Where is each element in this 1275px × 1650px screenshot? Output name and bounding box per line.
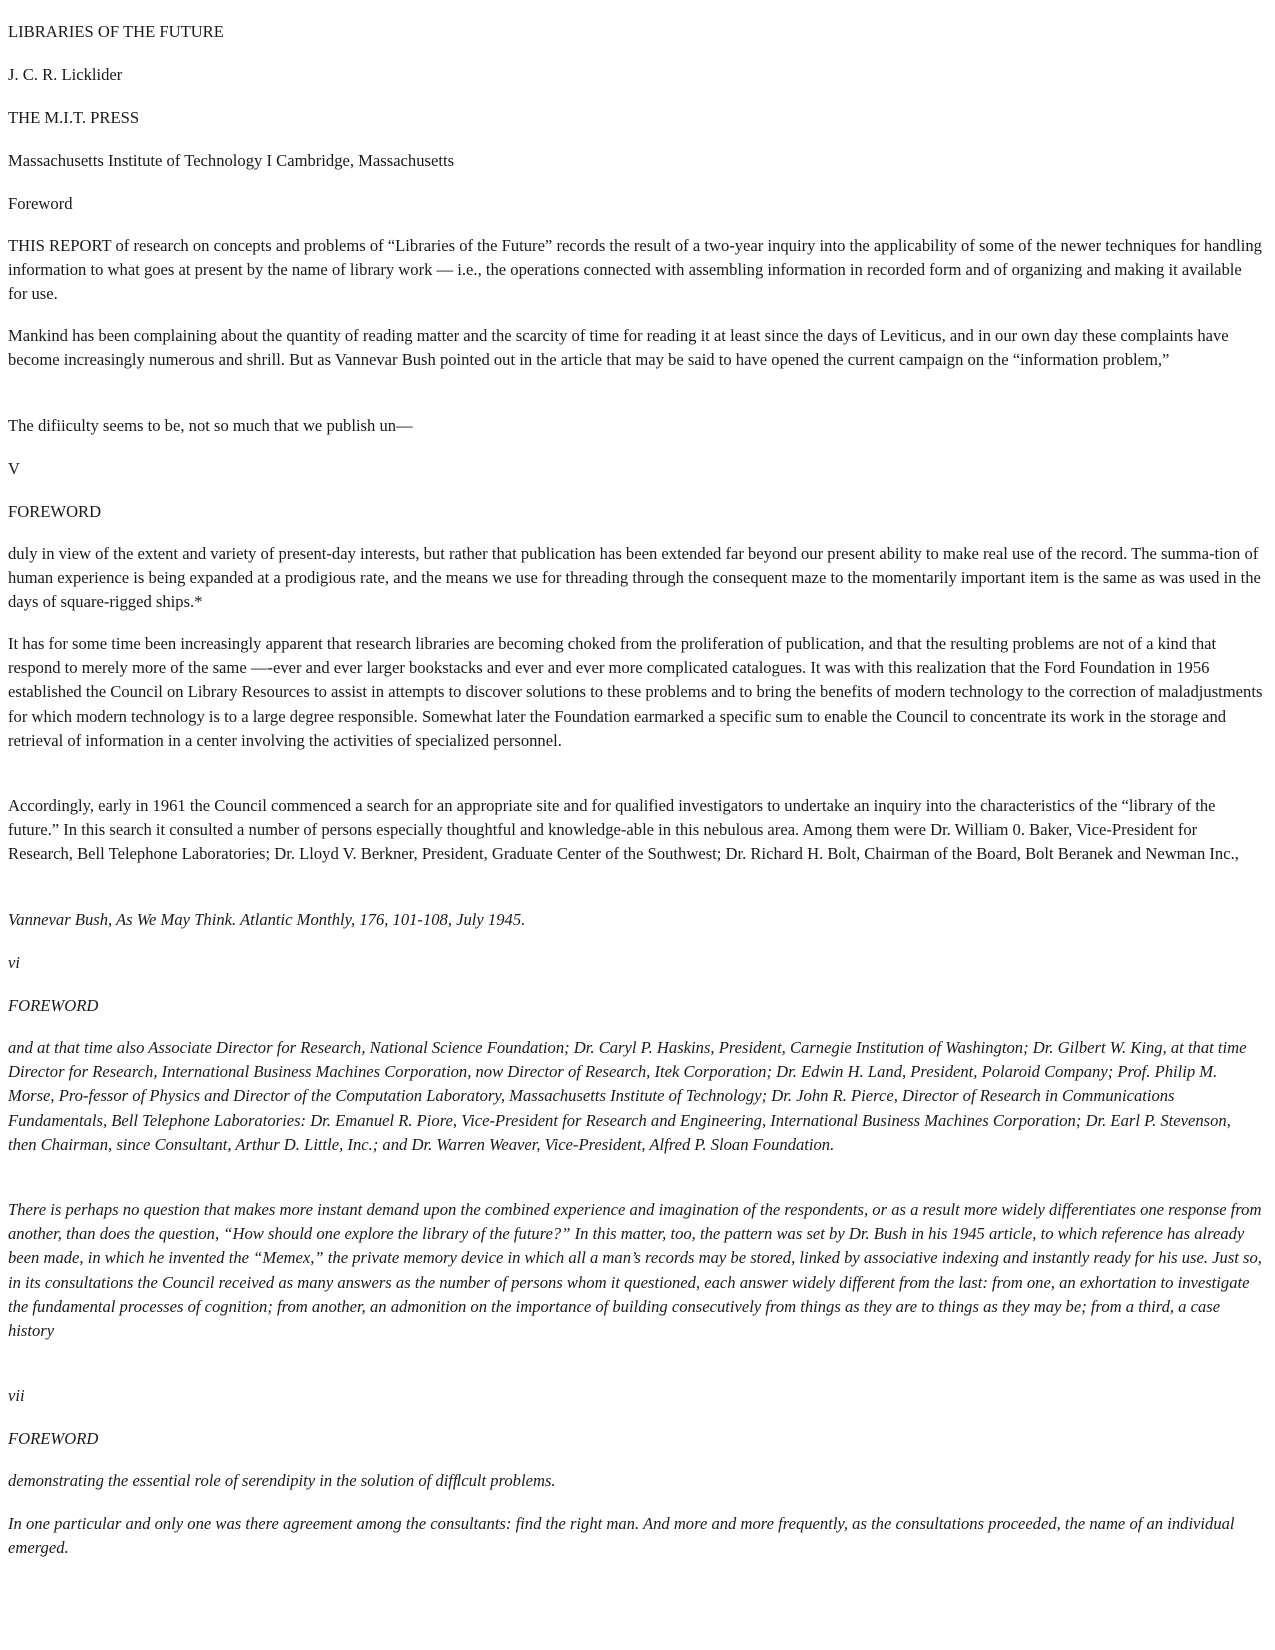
page-number: V — [8, 459, 20, 478]
paragraph: The difiiculty seems to be, not so much that we publish un— — [8, 416, 413, 435]
paragraph: In one particular and only one was there agreement among the consultants: find the right man. And more and more frequently, as the consultations proceeded, the name of an individual emerged. — [8, 1514, 1235, 1558]
book-title: LIBRARIES OF THE FUTURE — [8, 22, 224, 41]
paragraph: and at that time also Associate Director for Research, National Science Foundation; Dr. Caryl P. Haskins, President, Carnegie Institution of Washington; Dr. Gilbert W. King, at that time Director for Research, International Business Machines Corporation, now Director of Research, Itek Corporation; Dr. Edwin H. Land, President, Polaroid Company; Prof. Philip M. Morse, Pro-fessor of Physics and Director of the Computation Laboratory, Massachusetts Institute of Technology; Dr. John R. Pierce, Director of Research in Communications Fundamentals, Bell Telephone Laboratories: Dr. Emanuel R. Piore, Vice-President for Research and Engineering, International Business Machines Corporation; Dr. Earl P. Stevenson, then Chairman, since Consultant, Arthur D. Little, Inc.; and Dr. Warren Weaver, Vice-President, Alfred P. Sloan Foundation. — [8, 1038, 1247, 1154]
paragraph: demonstrating the essential role of serendipity in the solution of difﬂcult problems. — [8, 1471, 556, 1490]
book-author: J. C. R. Licklider — [8, 65, 123, 84]
section-label: Foreword — [8, 194, 73, 213]
paragraph: Mankind has been complaining about the quantity of reading matter and the scarcity of time for reading it at least since the days of Leviticus, and in our own day these complaints have become increasingly numerous and shrill. But as Vannevar Bush pointed out in the article that may be said to have opened the current campaign on the “information problem,” — [8, 326, 1229, 370]
running-head: FOREWORD — [8, 996, 99, 1015]
paragraph: duly in view of the extent and variety of present-day interests, but rather that publication has been extended far beyond our present ability to make real use of the record. The summa-tion of human experience is being expanded at a prodigious rate, and the means we use for threading through the consequent maze to the momentarily important item is the same as was used in the days of square-rigged ships.* — [8, 544, 1261, 612]
page-number: vii — [8, 1386, 25, 1405]
paragraph: There is perhaps no question that makes more instant demand upon the combined experience and imagination of the respondents, or as a result more widely differentiates one response from another, than does the question, “How should one explore the library of the future?” In this matter, too, the pattern was set by Dr. Bush in his 1945 article, to which reference has already been made, in which he invented the “Memex,” the private memory device in which all a man’s records may be stored, linked by associative indexing and instantly ready for his use. Just so, in its consultations the Council received as many answers as the number of persons whom it questioned, each answer widely different from the last: from one, an exhortation to investigate the fundamental processes of cognition; from another, an admonition on the importance of building consecutively from things as they are to things as they may be; from a third, a case history — [8, 1200, 1262, 1341]
paragraph: THIS REPORT of research on concepts and problems of “Libraries of the Future” records the result of a two-year inquiry into the applicability of some of the newer techniques for handling information to what goes at present by the name of library work — i.e., the operations connected with assembling information in recorded form and of organizing and making it available for use. — [8, 236, 1262, 304]
page-number: vi — [8, 953, 20, 972]
running-head: FOREWORD — [8, 1429, 99, 1448]
paragraph: It has for some time been increasingly apparent that research libraries are becoming choked from the proliferation of publication, and that the resulting problems are not of a kind that respond to merely more of the same —-ever and ever larger bookstacks and ever and ever more complicated catalogues. It was with this realization that the Ford Foundation in 1956 established the Council on Library Resources to assist in attempts to discover solutions to these problems and to bring the benefits of modern technology to the correction of maladjustments for which modern technology is to a large degree responsible. Somewhat later the Foundation earmarked a specific sum to enable the Council to concentrate its work in the storage and retrieval of information in a center involving the activities of specialized personnel. — [8, 634, 1263, 750]
footnote: Vannevar Bush, As We May Think. Atlantic Monthly, 176, 101-108, July 1945. — [8, 910, 526, 929]
paragraph: Accordingly, early in 1961 the Council commenced a search for an appropriate site and for qualified investigators to undertake an inquiry into the characteristics of the “library of the future.” In this search it consulted a number of persons especially thoughtful and knowledge-able in this nebulous area. Among them were Dr. William 0. Baker, Vice-President for Research, Bell Telephone Laboratories; Dr. Lloyd V. Berkner, President, Graduate Center of the Southwest; Dr. Richard H. Bolt, Chairman of the Board, Bolt Beranek and Newman Inc., — [8, 796, 1239, 864]
publisher-location: Massachusetts Institute of Technology I Cambridge, Massachusetts — [8, 151, 455, 170]
publisher-name: THE M.I.T. PRESS — [8, 108, 140, 127]
running-head: FOREWORD — [8, 502, 102, 521]
